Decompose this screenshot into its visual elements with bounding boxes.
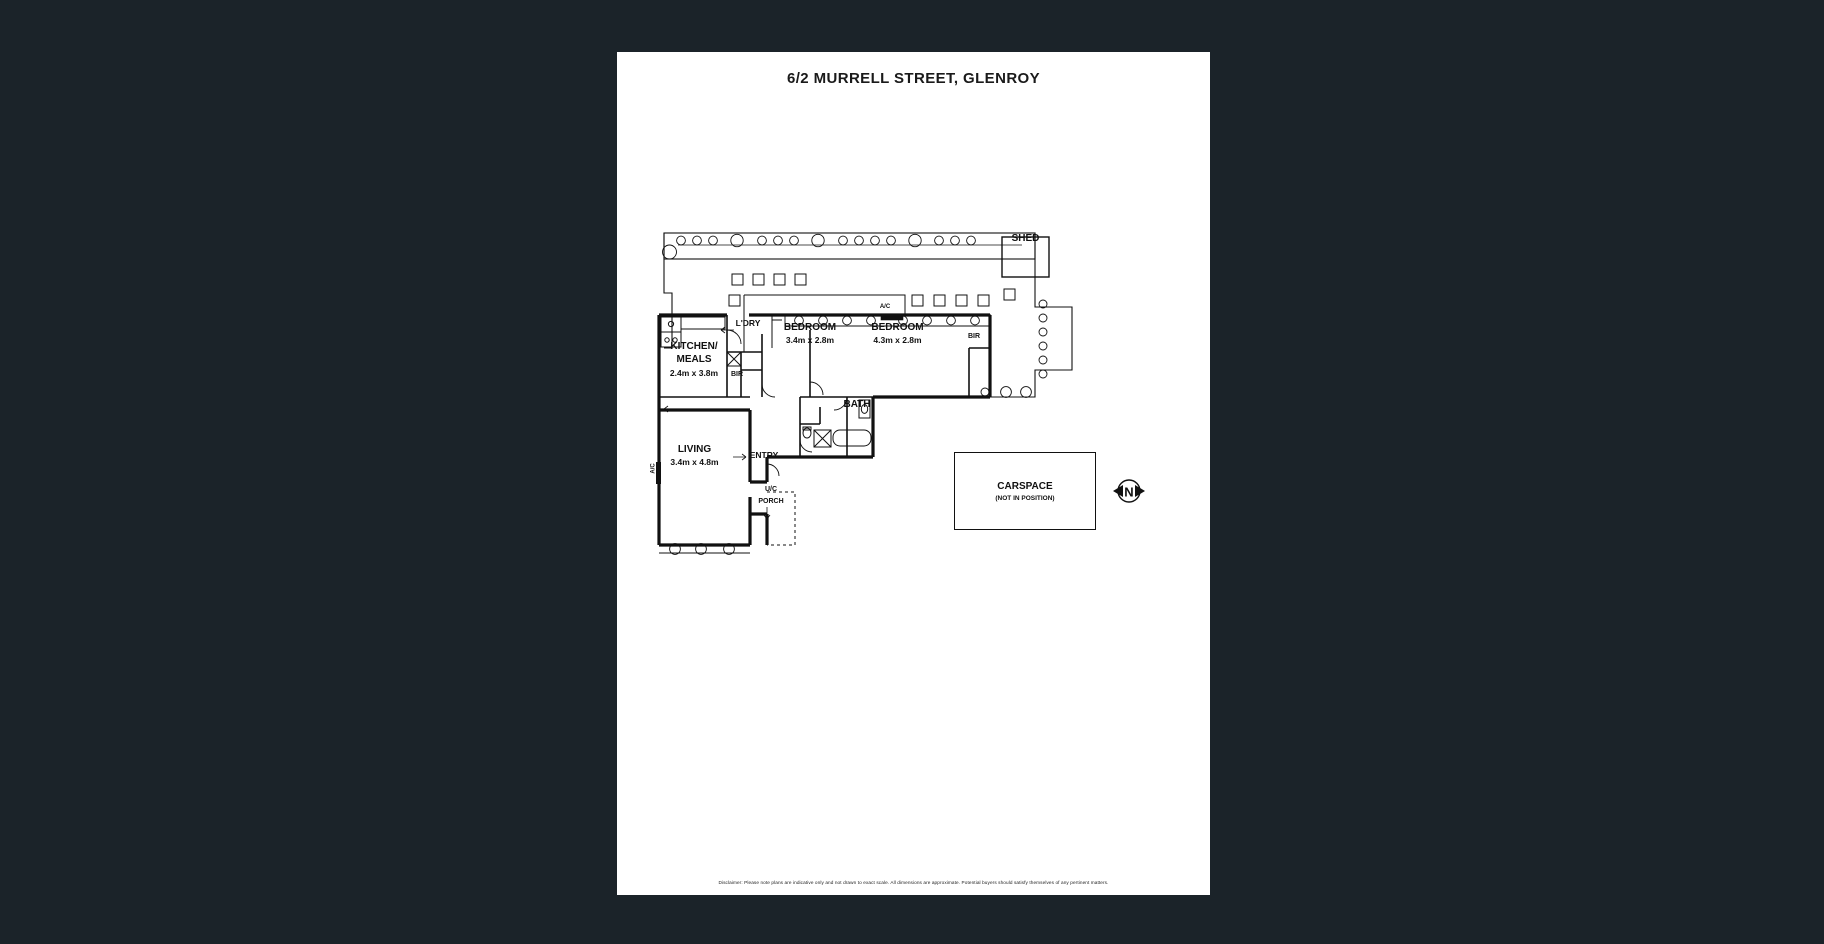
- room-label-meals: MEALS: [676, 354, 712, 365]
- svg-text:N: N: [1124, 484, 1134, 500]
- label-uc: U/C: [764, 486, 778, 493]
- room-label-living: LIVING: [677, 444, 712, 455]
- room-dim-living: 3.4m x 4.8m: [670, 457, 719, 467]
- compass-north-icon: [1105, 467, 1153, 515]
- room-dim-bedroom-2: 4.3m x 2.8m: [873, 335, 922, 345]
- room-label-kitchen: KITCHEN/: [670, 341, 718, 352]
- room-label-bedroom-1: BEDROOM: [783, 322, 837, 333]
- carspace-box: [954, 452, 1096, 530]
- label-bir-left: BIR: [730, 371, 744, 378]
- label-bir-right: BIR: [967, 333, 981, 340]
- room-label-laundry: L'DRY: [735, 318, 761, 328]
- room-label-bath: BATH: [843, 399, 871, 410]
- room-dim-bedroom-1: 3.4m x 2.8m: [785, 335, 835, 345]
- floorplan-page: [617, 52, 1210, 895]
- room-label-bedroom-2: BEDROOM: [871, 322, 924, 333]
- room-label-entry: ENTRY: [749, 450, 779, 460]
- room-dim-kitchen: 2.4m x 3.8m: [669, 368, 719, 378]
- label-ac-left: A/C: [650, 463, 657, 474]
- room-label-shed: SHED: [1011, 233, 1040, 244]
- label-porch: PORCH: [758, 498, 784, 505]
- carspace-title: CARSPACE: [997, 480, 1053, 492]
- page-title: 6/2 MURRELL STREET, GLENROY: [786, 70, 1041, 87]
- disclaimer-text: Disclaimer: Please note plans are indicative only and not drawn to exact scale. All dimensions are approximate. Potential buyers should satisfy themselves of any pertinent matters.: [718, 880, 1109, 885]
- carspace-subtitle: (NOT IN POSITION): [995, 494, 1055, 502]
- label-ac-top: A/C: [879, 304, 891, 310]
